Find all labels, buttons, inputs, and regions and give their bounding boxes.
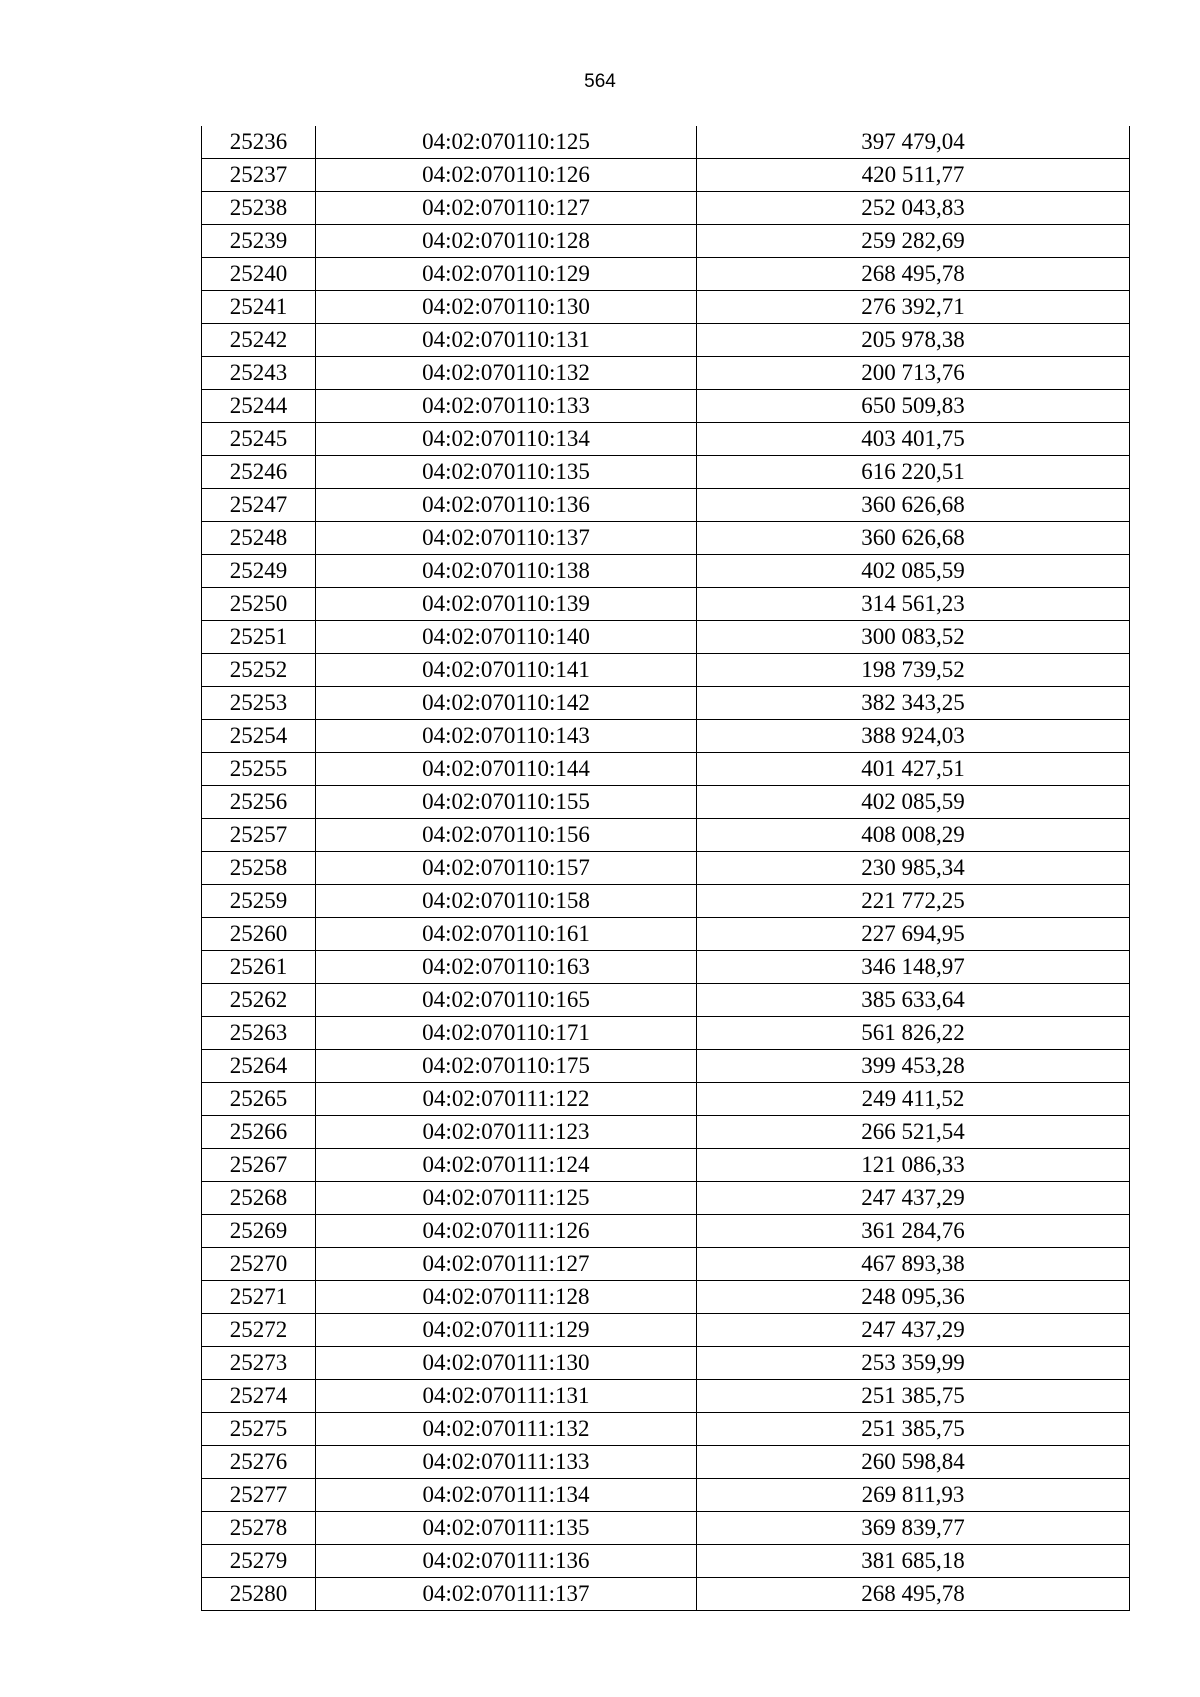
cadastral-value-cell: 381 685,18 xyxy=(697,1545,1130,1578)
cadastral-number-cell: 04:02:070110:143 xyxy=(316,720,697,753)
row-number-cell: 25273 xyxy=(202,1347,316,1380)
cadastral-number-cell: 04:02:070110:127 xyxy=(316,192,697,225)
table-row xyxy=(202,489,1130,522)
cadastral-number-cell: 04:02:070110:129 xyxy=(316,258,697,291)
row-number-cell: 25269 xyxy=(202,1215,316,1248)
cadastral-number-cell: 04:02:070111:131 xyxy=(316,1380,697,1413)
cadastral-number-cell: 04:02:070110:142 xyxy=(316,687,697,720)
row-number-cell: 25249 xyxy=(202,555,316,588)
cadastral-value-cell: 420 511,77 xyxy=(697,159,1130,192)
cadastral-number-cell: 04:02:070110:141 xyxy=(316,654,697,687)
cadastral-number-cell: 04:02:070110:175 xyxy=(316,1050,697,1083)
cadastral-value-cell: 247 437,29 xyxy=(697,1314,1130,1347)
cadastral-number-cell: 04:02:070110:161 xyxy=(316,918,697,951)
row-number-cell: 25270 xyxy=(202,1248,316,1281)
table-row xyxy=(202,423,1130,456)
table-row xyxy=(202,1380,1130,1413)
cadastral-number-cell: 04:02:070110:157 xyxy=(316,852,697,885)
cadastral-value-cell: 251 385,75 xyxy=(697,1413,1130,1446)
table-row xyxy=(202,1017,1130,1050)
cadastral-value-cell: 382 343,25 xyxy=(697,687,1130,720)
row-number-cell: 25238 xyxy=(202,192,316,225)
row-number-cell: 25247 xyxy=(202,489,316,522)
cadastral-number-cell: 04:02:070110:171 xyxy=(316,1017,697,1050)
row-number-cell: 25260 xyxy=(202,918,316,951)
cadastral-value-cell: 247 437,29 xyxy=(697,1182,1130,1215)
cadastral-value-cell: 369 839,77 xyxy=(697,1512,1130,1545)
cadastral-number-cell: 04:02:070111:122 xyxy=(316,1083,697,1116)
table-row xyxy=(202,753,1130,786)
table-row xyxy=(202,555,1130,588)
table-row xyxy=(202,1182,1130,1215)
cadastral-value-cell: 268 495,78 xyxy=(697,258,1130,291)
cadastral-value-cell: 249 411,52 xyxy=(697,1083,1130,1116)
cadastral-value-cell: 399 453,28 xyxy=(697,1050,1130,1083)
table-row xyxy=(202,852,1130,885)
cadastral-value-cell: 360 626,68 xyxy=(697,489,1130,522)
row-number-cell: 25251 xyxy=(202,621,316,654)
cadastral-number-cell: 04:02:070110:132 xyxy=(316,357,697,390)
table-row xyxy=(202,819,1130,852)
cadastral-value-cell: 276 392,71 xyxy=(697,291,1130,324)
row-number-cell: 25279 xyxy=(202,1545,316,1578)
cadastral-number-cell: 04:02:070110:125 xyxy=(316,126,697,159)
row-number-cell: 25246 xyxy=(202,456,316,489)
cadastral-number-cell: 04:02:070110:158 xyxy=(316,885,697,918)
cadastral-value-cell: 397 479,04 xyxy=(697,126,1130,159)
table-row xyxy=(202,324,1130,357)
cadastral-number-cell: 04:02:070111:135 xyxy=(316,1512,697,1545)
row-number-cell: 25255 xyxy=(202,753,316,786)
cadastral-number-cell: 04:02:070111:130 xyxy=(316,1347,697,1380)
cadastral-value-cell: 198 739,52 xyxy=(697,654,1130,687)
row-number-cell: 25252 xyxy=(202,654,316,687)
row-number-cell: 25265 xyxy=(202,1083,316,1116)
cadastral-value-cell: 205 978,38 xyxy=(697,324,1130,357)
cadastral-value-cell: 403 401,75 xyxy=(697,423,1130,456)
table-row xyxy=(202,291,1130,324)
cadastral-number-cell: 04:02:070111:125 xyxy=(316,1182,697,1215)
cadastral-number-cell: 04:02:070111:134 xyxy=(316,1479,697,1512)
row-number-cell: 25256 xyxy=(202,786,316,819)
table-row xyxy=(202,1215,1130,1248)
row-number-cell: 25237 xyxy=(202,159,316,192)
cadastral-value-cell: 388 924,03 xyxy=(697,720,1130,753)
cadastral-value-cell: 650 509,83 xyxy=(697,390,1130,423)
row-number-cell: 25278 xyxy=(202,1512,316,1545)
cadastral-value-cell: 402 085,59 xyxy=(697,786,1130,819)
row-number-cell: 25257 xyxy=(202,819,316,852)
cadastral-value-cell: 221 772,25 xyxy=(697,885,1130,918)
table-row xyxy=(202,1116,1130,1149)
row-number-cell: 25263 xyxy=(202,1017,316,1050)
cadastral-number-cell: 04:02:070111:126 xyxy=(316,1215,697,1248)
row-number-cell: 25271 xyxy=(202,1281,316,1314)
row-number-cell: 25264 xyxy=(202,1050,316,1083)
cadastral-number-cell: 04:02:070110:130 xyxy=(316,291,697,324)
table-row xyxy=(202,126,1130,159)
cadastral-number-cell: 04:02:070110:165 xyxy=(316,984,697,1017)
cadastral-number-cell: 04:02:070110:163 xyxy=(316,951,697,984)
row-number-cell: 25244 xyxy=(202,390,316,423)
row-number-cell: 25241 xyxy=(202,291,316,324)
table-row xyxy=(202,1578,1130,1611)
cadastral-value-cell: 561 826,22 xyxy=(697,1017,1130,1050)
table-row xyxy=(202,1446,1130,1479)
table-row xyxy=(202,1512,1130,1545)
row-number-cell: 25248 xyxy=(202,522,316,555)
cadastral-number-cell: 04:02:070110:135 xyxy=(316,456,697,489)
cadastral-value-cell: 252 043,83 xyxy=(697,192,1130,225)
cadastral-value-cell: 408 008,29 xyxy=(697,819,1130,852)
cadastral-number-cell: 04:02:070110:155 xyxy=(316,786,697,819)
cadastral-number-cell: 04:02:070111:128 xyxy=(316,1281,697,1314)
cadastral-number-cell: 04:02:070111:127 xyxy=(316,1248,697,1281)
cadastral-value-cell: 360 626,68 xyxy=(697,522,1130,555)
cadastral-number-cell: 04:02:070110:156 xyxy=(316,819,697,852)
row-number-cell: 25274 xyxy=(202,1380,316,1413)
cadastral-value-cell: 300 083,52 xyxy=(697,621,1130,654)
cadastral-number-cell: 04:02:070110:134 xyxy=(316,423,697,456)
table-row xyxy=(202,1050,1130,1083)
row-number-cell: 25242 xyxy=(202,324,316,357)
cadastral-value-cell: 401 427,51 xyxy=(697,753,1130,786)
cadastral-value-table xyxy=(201,126,1130,1611)
row-number-cell: 25258 xyxy=(202,852,316,885)
cadastral-number-cell: 04:02:070110:144 xyxy=(316,753,697,786)
table-row xyxy=(202,786,1130,819)
cadastral-value-cell: 266 521,54 xyxy=(697,1116,1130,1149)
cadastral-number-cell: 04:02:070110:139 xyxy=(316,588,697,621)
cadastral-value-cell: 346 148,97 xyxy=(697,951,1130,984)
table-row xyxy=(202,225,1130,258)
row-number-cell: 25254 xyxy=(202,720,316,753)
row-number-cell: 25253 xyxy=(202,687,316,720)
cadastral-number-cell: 04:02:070110:126 xyxy=(316,159,697,192)
row-number-cell: 25277 xyxy=(202,1479,316,1512)
cadastral-number-cell: 04:02:070110:133 xyxy=(316,390,697,423)
table-row xyxy=(202,720,1130,753)
table-row xyxy=(202,621,1130,654)
cadastral-number-cell: 04:02:070110:137 xyxy=(316,522,697,555)
table-body xyxy=(202,126,1130,1611)
row-number-cell: 25280 xyxy=(202,1578,316,1611)
cadastral-value-cell: 248 095,36 xyxy=(697,1281,1130,1314)
table-row xyxy=(202,885,1130,918)
cadastral-value-cell: 314 561,23 xyxy=(697,588,1130,621)
row-number-cell: 25259 xyxy=(202,885,316,918)
table-row xyxy=(202,456,1130,489)
table-row xyxy=(202,1479,1130,1512)
table-row xyxy=(202,1545,1130,1578)
table-row xyxy=(202,390,1130,423)
cadastral-number-cell: 04:02:070110:140 xyxy=(316,621,697,654)
table-row xyxy=(202,588,1130,621)
table-row xyxy=(202,654,1130,687)
row-number-cell: 25268 xyxy=(202,1182,316,1215)
row-number-cell: 25276 xyxy=(202,1446,316,1479)
row-number-cell: 25261 xyxy=(202,951,316,984)
table-row xyxy=(202,357,1130,390)
row-number-cell: 25250 xyxy=(202,588,316,621)
cadastral-value-cell: 251 385,75 xyxy=(697,1380,1130,1413)
cadastral-number-cell: 04:02:070110:128 xyxy=(316,225,697,258)
table-row xyxy=(202,258,1130,291)
cadastral-value-cell: 385 633,64 xyxy=(697,984,1130,1017)
row-number-cell: 25267 xyxy=(202,1149,316,1182)
table-row xyxy=(202,984,1130,1017)
table-row xyxy=(202,1413,1130,1446)
table-row xyxy=(202,1083,1130,1116)
row-number-cell: 25266 xyxy=(202,1116,316,1149)
cadastral-number-cell: 04:02:070111:136 xyxy=(316,1545,697,1578)
table-row xyxy=(202,918,1130,951)
row-number-cell: 25243 xyxy=(202,357,316,390)
table-row xyxy=(202,159,1130,192)
table-row xyxy=(202,687,1130,720)
cadastral-value-cell: 467 893,38 xyxy=(697,1248,1130,1281)
cadastral-value-cell: 269 811,93 xyxy=(697,1479,1130,1512)
table-row xyxy=(202,1347,1130,1380)
cadastral-number-cell: 04:02:070111:133 xyxy=(316,1446,697,1479)
row-number-cell: 25239 xyxy=(202,225,316,258)
table-row xyxy=(202,192,1130,225)
cadastral-number-cell: 04:02:070111:124 xyxy=(316,1149,697,1182)
cadastral-value-cell: 121 086,33 xyxy=(697,1149,1130,1182)
cadastral-number-cell: 04:02:070111:132 xyxy=(316,1413,697,1446)
table-row xyxy=(202,1149,1130,1182)
row-number-cell: 25236 xyxy=(202,126,316,159)
cadastral-value-cell: 230 985,34 xyxy=(697,852,1130,885)
cadastral-number-cell: 04:02:070111:137 xyxy=(316,1578,697,1611)
cadastral-value-cell: 616 220,51 xyxy=(697,456,1130,489)
cadastral-number-cell: 04:02:070110:131 xyxy=(316,324,697,357)
row-number-cell: 25262 xyxy=(202,984,316,1017)
table-row xyxy=(202,522,1130,555)
cadastral-number-cell: 04:02:070110:138 xyxy=(316,555,697,588)
cadastral-value-cell: 402 085,59 xyxy=(697,555,1130,588)
cadastral-value-cell: 259 282,69 xyxy=(697,225,1130,258)
cadastral-value-cell: 268 495,78 xyxy=(697,1578,1130,1611)
cadastral-value-cell: 361 284,76 xyxy=(697,1215,1130,1248)
row-number-cell: 25272 xyxy=(202,1314,316,1347)
row-number-cell: 25275 xyxy=(202,1413,316,1446)
table-row xyxy=(202,1314,1130,1347)
row-number-cell: 25245 xyxy=(202,423,316,456)
cadastral-number-cell: 04:02:070111:123 xyxy=(316,1116,697,1149)
table-row xyxy=(202,951,1130,984)
cadastral-value-cell: 253 359,99 xyxy=(697,1347,1130,1380)
page-number: 564 xyxy=(584,71,616,92)
table-row xyxy=(202,1281,1130,1314)
cadastral-value-cell: 227 694,95 xyxy=(697,918,1130,951)
cadastral-value-cell: 200 713,76 xyxy=(697,357,1130,390)
cadastral-number-cell: 04:02:070110:136 xyxy=(316,489,697,522)
table-row xyxy=(202,1248,1130,1281)
cadastral-number-cell: 04:02:070111:129 xyxy=(316,1314,697,1347)
cadastral-value-cell: 260 598,84 xyxy=(697,1446,1130,1479)
row-number-cell: 25240 xyxy=(202,258,316,291)
